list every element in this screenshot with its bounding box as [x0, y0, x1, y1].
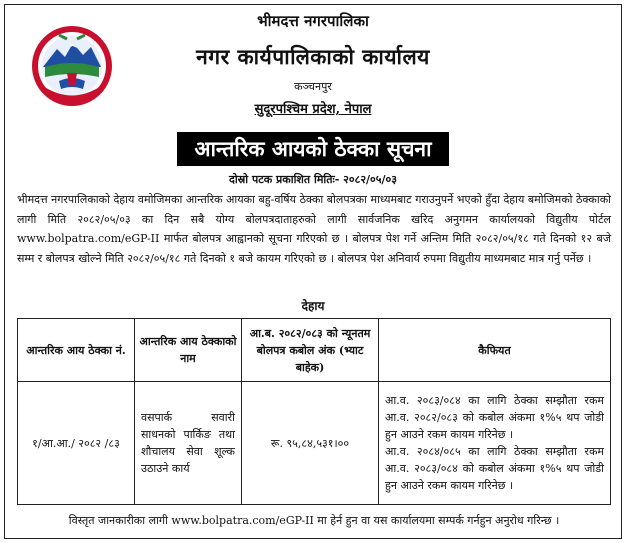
notice-title-banner: आन्तरिक आयको ठेक्का सूचना	[177, 132, 449, 166]
municipality-name: भीमदत्त नगरपालिका	[257, 12, 369, 30]
tender-amount: रू. ९५,८४,५३१।००	[242, 382, 379, 505]
details-heading: देहाय	[301, 299, 325, 313]
col-header-number: आन्तरिक आय ठेक्का नं.	[18, 319, 135, 382]
remark-line-1: आ.व. २०८३/०८४ का लागि ठेक्का सम्झौता रकम आ.व. २०८२/०८३ को कबोल अंकमा १%५ थप जोडी हुन आउने रकम कायम गरिनेछ ।	[385, 394, 604, 441]
office-name: नगर कार्यपालिकाको कार्यालय	[196, 44, 430, 69]
province-name	[5, 99, 621, 117]
notice-body: भीमदत्त नगरपालिकाको देहाय वमोजिमका आन्तरिक आयका बहु-वर्षिय ठेक्का बोलपत्रका माध्यमबाट गराउनुपर्ने भएको हुँदा देहाय बमोजिमको ठेक्काको लागी मिति २०८२/०५/०३ का दिन सबै योग्य बोलपत्रदाताहरुको लागी सार्वजनिक खरिद अनुगमन कार्यालयको विद्युतीय पोर्टल www.bolpatra.com/eGP-II मार्फत बोलपत्र आह्वानको सूचना गरिएको छ । बोलपत्र पेश गर्ने अन्तिम मिति २०८२/०५/१८ गते दिनको १२ बजे सम्म र बोलपत्र खोल्ने मिति २०८२/०५/१८ गते दिनको १ बजे कायम गरिएको छ । बोलपत्र पेश अनिवार्य रुपमा विद्युतीय माध्यमबाट मात्र गर्नु पर्नेछ ।	[17, 193, 611, 265]
col-header-remarks: कैफियत	[379, 319, 611, 382]
table-header-row	[18, 319, 611, 382]
footer-note: विस्तृत जानकारीका लागी www.bolpatra.com/eGP-II मा हेर्न हुन वा यस कार्यालयमा सम्पर्क गर्नहुन अनुरोध गरिन्छ ।	[68, 514, 560, 527]
table-row	[18, 382, 611, 505]
remark-line-2: आ.व. २०८४/०८५ का लागि ठेक्का सम्झौता रकम आ.व. २०८३/०८४ को कबोल अंकमा १%५ थप जोडी हुन आउने रकम कायम गरिनेछ ।	[385, 445, 604, 492]
published-date: दोस्रो पटक प्रकाशित मितिः- २०८२/०५/०३	[229, 173, 397, 186]
province-text: सुदूरपश्चिम प्रदेश, नेपाल	[254, 102, 372, 117]
tender-remarks	[379, 382, 611, 505]
district-name: कञ्चनपुर	[294, 80, 332, 93]
tender-table	[17, 318, 611, 505]
tender-name: वसपार्क सवारी साधनको पार्किङ तथा शौचालय सेवा शूल्क उठाउने कार्य	[135, 382, 242, 505]
col-header-name: आन्तरिक आय ठेक्काको नाम	[135, 319, 242, 382]
notice-page	[4, 4, 622, 539]
col-header-amount: आ.ब. २०८२/०८३ को न्यूनतम बोलपत्र कबोल अंक (भ्याट बाहेक)	[242, 319, 379, 382]
tender-number: १/आ.आ./ २०८२ /८३	[18, 382, 135, 505]
